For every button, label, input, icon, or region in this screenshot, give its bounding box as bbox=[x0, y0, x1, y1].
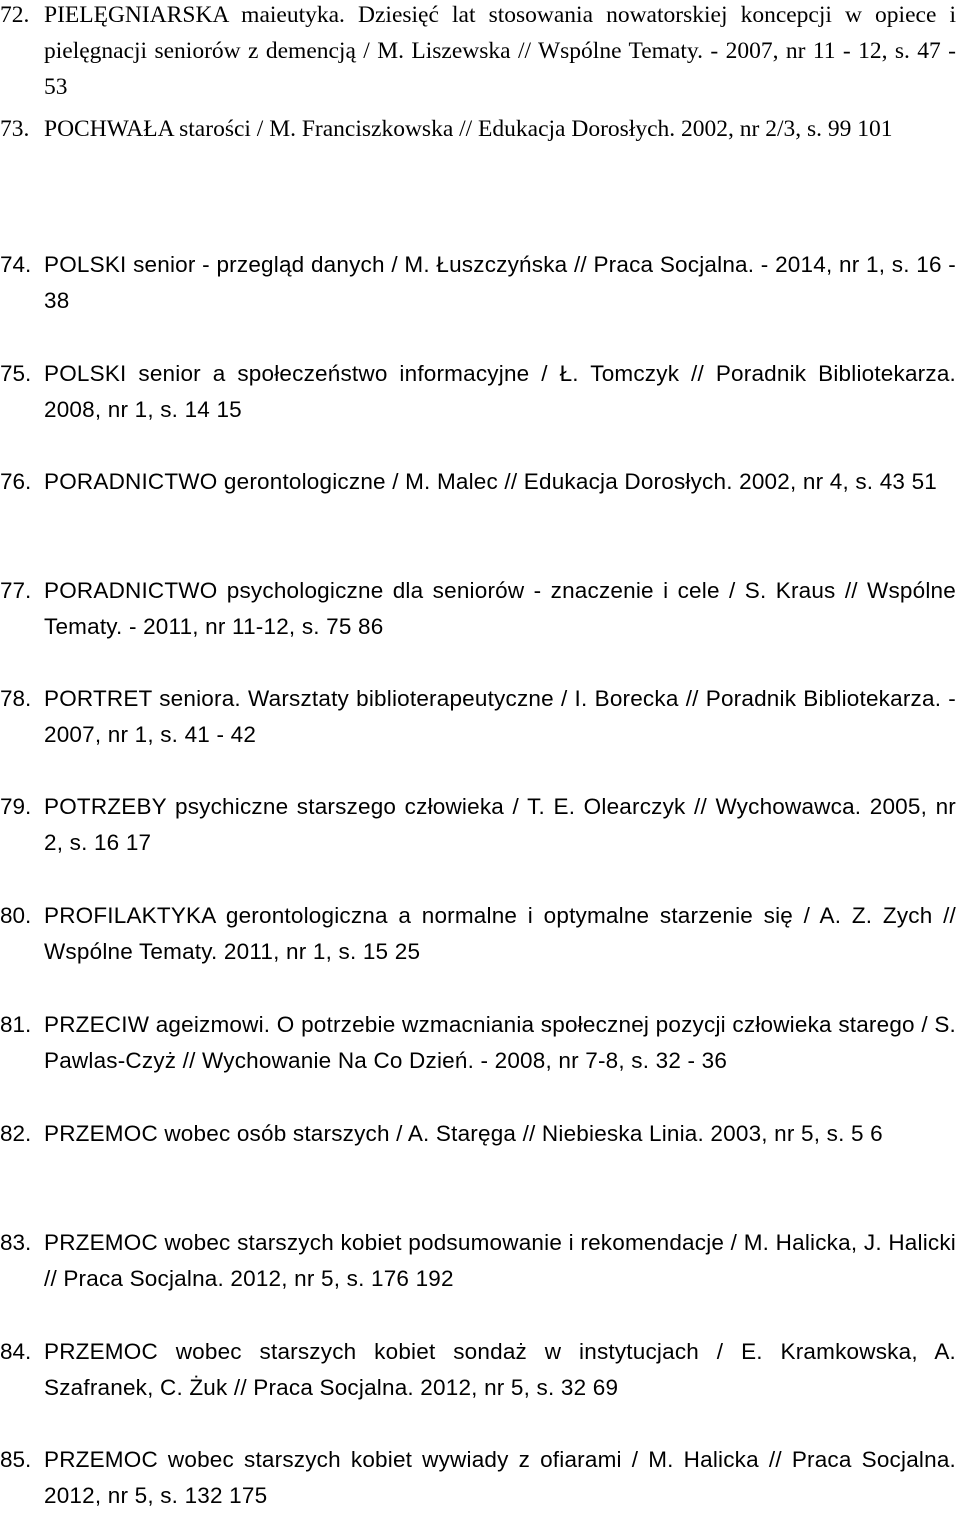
list-item bbox=[0, 356, 956, 428]
entry-number: 82. bbox=[0, 1121, 32, 1146]
list-item bbox=[0, 0, 956, 105]
list-item bbox=[0, 464, 956, 500]
entry-text: PROFILAKTYKA gerontologiczna a normalne i optymalne starzenie się / A. Z. Zych // Wspólne Tematy. 2011, nr 1, s. 15 25 bbox=[44, 903, 956, 964]
entry-text: PRZECIW ageizmowi. O potrzebie wzmacniania społecznej pozycji człowieka starego / S. Pawlas-Czyż // Wychowanie Na Co Dzień. - 2008, nr 7-8, s. 32 - 36 bbox=[44, 1012, 956, 1073]
entry-text: PORTRET seniora. Warsztaty biblioterapeutyczne / I. Borecka // Poradnik Bibliotekarza. - 2007, nr 1, s. 41 - 42 bbox=[44, 686, 956, 747]
entry-number: 73. bbox=[0, 116, 30, 142]
entry-text: PORADNICTWO psychologiczne dla seniorów - znaczenie i cele / S. Kraus // Wspólne Tematy. - 2011, nr 11-12, s. 75 86 bbox=[44, 578, 956, 639]
entry-text: PIELĘGNIARSKA maieutyka. Dziesięć lat stosowania nowatorskiej koncepcji w opiece i pielęgnacji seniorów z demencją / M. Liszewska // Wspólne Tematy. - 2007, nr 11 - 12, s. 47 - 53 bbox=[44, 2, 956, 100]
entry-text: POTRZEBY psychiczne starszego człowieka / T. E. Olearczyk // Wychowawca. 2005, nr 2, s. 16 17 bbox=[44, 794, 956, 855]
entry-number: 84. bbox=[0, 1339, 32, 1364]
entry-text: PRZEMOC wobec starszych kobiet wywiady z ofiarami / M. Halicka // Praca Socjalna. 2012, nr 5, s. 132 175 bbox=[44, 1447, 956, 1508]
entry-number: 81. bbox=[0, 1012, 32, 1037]
entry-number: 85. bbox=[0, 1447, 32, 1472]
entry-text: POCHWAŁA starości / M. Franciszkowska // Edukacja Dorosłych. 2002, nr 2/3, s. 99 101 bbox=[44, 116, 893, 142]
list-item bbox=[0, 573, 956, 645]
entry-number: 80. bbox=[0, 903, 32, 928]
entry-number: 72. bbox=[0, 2, 30, 28]
entry-number: 79. bbox=[0, 794, 32, 819]
list-item bbox=[0, 111, 956, 147]
entry-number: 76. bbox=[0, 469, 32, 494]
entry-text: POLSKI senior - przegląd danych / M. Łuszczyńska // Praca Socjalna. - 2014, nr 1, s. 16 - 38 bbox=[44, 252, 956, 313]
entry-number: 77. bbox=[0, 578, 32, 603]
entry-text: PRZEMOC wobec starszych kobiet sondaż w instytucjach / E. Kramkowska, A. Szafranek, C. Żuk // Praca Socjalna. 2012, nr 5, s. 32 69 bbox=[44, 1339, 956, 1400]
list-item bbox=[0, 789, 956, 861]
entry-text: PRZEMOC wobec starszych kobiet podsumowanie i rekomendacje / M. Halicka, J. Halicki // Praca Socjalna. 2012, nr 5, s. 176 192 bbox=[44, 1230, 956, 1291]
entry-number: 75. bbox=[0, 361, 32, 386]
list-item bbox=[0, 1116, 956, 1152]
list-item bbox=[0, 1334, 956, 1406]
list-item bbox=[0, 247, 956, 319]
list-item bbox=[0, 1442, 956, 1514]
list-item bbox=[0, 681, 956, 753]
entry-text: PORADNICTWO gerontologiczne / M. Malec // Edukacja Dorosłych. 2002, nr 4, s. 43 51 bbox=[44, 469, 938, 494]
entry-text: POLSKI senior a społeczeństwo informacyjne / Ł. Tomczyk // Poradnik Bibliotekarza. 2008, nr 1, s. 14 15 bbox=[44, 361, 956, 422]
list-item bbox=[0, 1007, 956, 1079]
entry-number: 78. bbox=[0, 686, 32, 711]
entry-number: 83. bbox=[0, 1230, 32, 1255]
entry-number: 74. bbox=[0, 252, 32, 277]
entry-text: PRZEMOC wobec osób starszych / A. Staręga // Niebieska Linia. 2003, nr 5, s. 5 6 bbox=[44, 1121, 883, 1146]
list-item bbox=[0, 898, 956, 970]
list-item bbox=[0, 1225, 956, 1297]
